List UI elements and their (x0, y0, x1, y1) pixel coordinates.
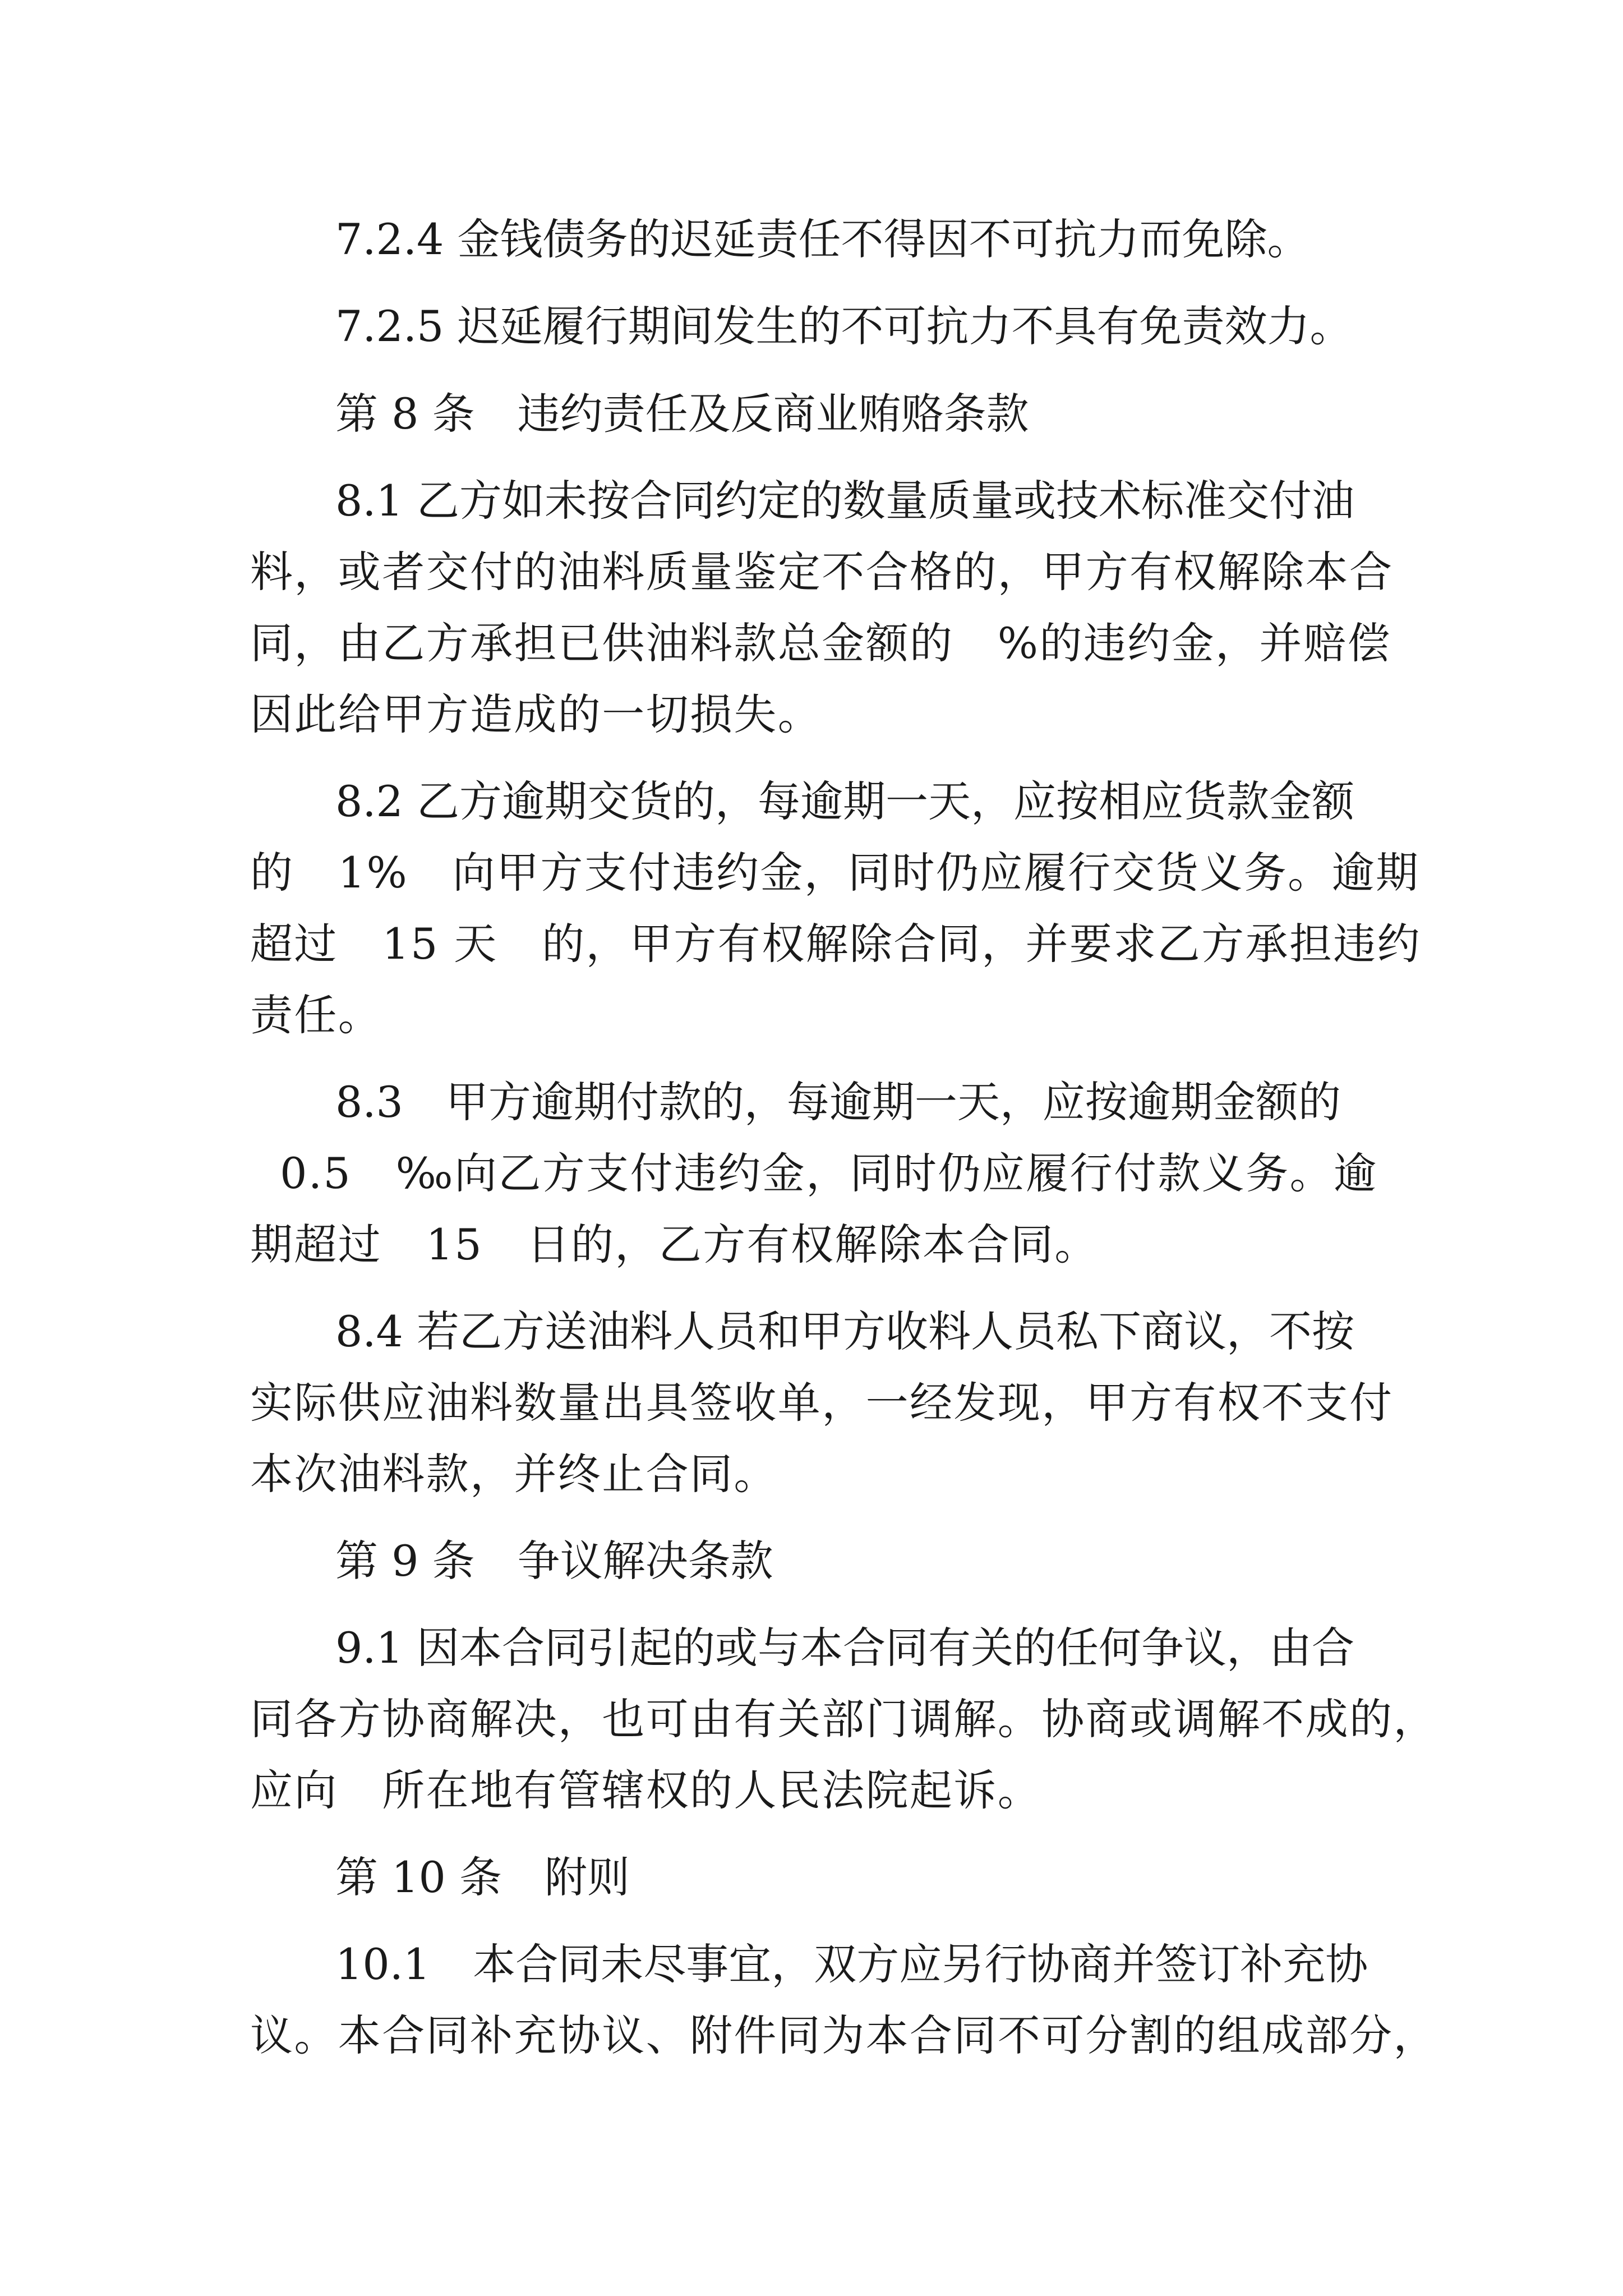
clause-8-4-line: 本次油料款，并终止合同。 (250, 1449, 778, 1499)
clause-8-4-line: 实际供应油料数量出具签收单，一经发现，甲方有权不支付 (250, 1378, 1394, 1428)
clause-8-3-line: 0.5 ‰向乙方支付违约金，同时仍应履行付款义务。逾 (250, 1148, 1378, 1198)
clause-8-1-line: 料，或者交付的油料质量鉴定不合格的，甲方有权解除本合 (250, 547, 1394, 597)
clause-7-2-5: 7.2.5 迟延履行期间发生的不可抗力不具有免责效力。 (335, 301, 1353, 351)
clause-8-4-line: 8.4 若乙方送油料人员和甲方收料人员私下商议，不按 (335, 1306, 1355, 1356)
clause-10-1-line: 议。本合同补充协议、附件同为本合同不可分割的组成部分， (250, 2010, 1437, 2060)
heading-article-8: 第 8 条 违约责任及反商业贿赂条款 (335, 389, 1029, 439)
clause-8-2-line: 8.2 乙方逾期交货的，每逾期一天，应按相应货款金额 (335, 776, 1355, 826)
clause-7-2-4: 7.2.4 金钱债务的迟延责任不得因不可抗力而免除。 (335, 214, 1310, 264)
clause-9-1-line: 同各方协商解决，也可由有关部门调解。协商或调解不成的， (250, 1694, 1437, 1744)
clause-8-2-line: 的 1% 向甲方支付违约金，同时仍应履行交货义务。逾期 (250, 848, 1420, 898)
clause-8-1-line: 因此给甲方造成的一切损失。 (250, 689, 822, 739)
clause-9-1-line: 9.1 因本合同引起的或与本合同有关的任何争议，由合 (335, 1623, 1355, 1673)
heading-article-10: 第 10 条 附则 (335, 1852, 630, 1902)
clause-9-1-line: 应向 所在地有管辖权的人民法院起诉。 (250, 1765, 1042, 1815)
clause-8-1-line: 同，由乙方承担已供油料款总金额的 %的违约金，并赔偿 (250, 618, 1391, 668)
clause-8-1-line: 8.1 乙方如未按合同约定的数量质量或技术标准交付油 (335, 476, 1355, 526)
clause-10-1-line: 10.1 本合同未尽事宜，双方应另行协商并签订补充协 (335, 1939, 1368, 1989)
clause-8-3-line: 8.3 甲方逾期付款的，每逾期一天，应按逾期金额的 (335, 1077, 1341, 1127)
heading-article-9: 第 9 条 争议解决条款 (335, 1536, 773, 1586)
clause-8-2-line: 责任。 (250, 990, 382, 1040)
clause-8-2-line: 超过 15 天 的，甲方有权解除合同，并要求乙方承担违约 (250, 919, 1422, 969)
clause-8-3-line: 期超过 15 日的，乙方有权解除本合同。 (250, 1220, 1099, 1269)
